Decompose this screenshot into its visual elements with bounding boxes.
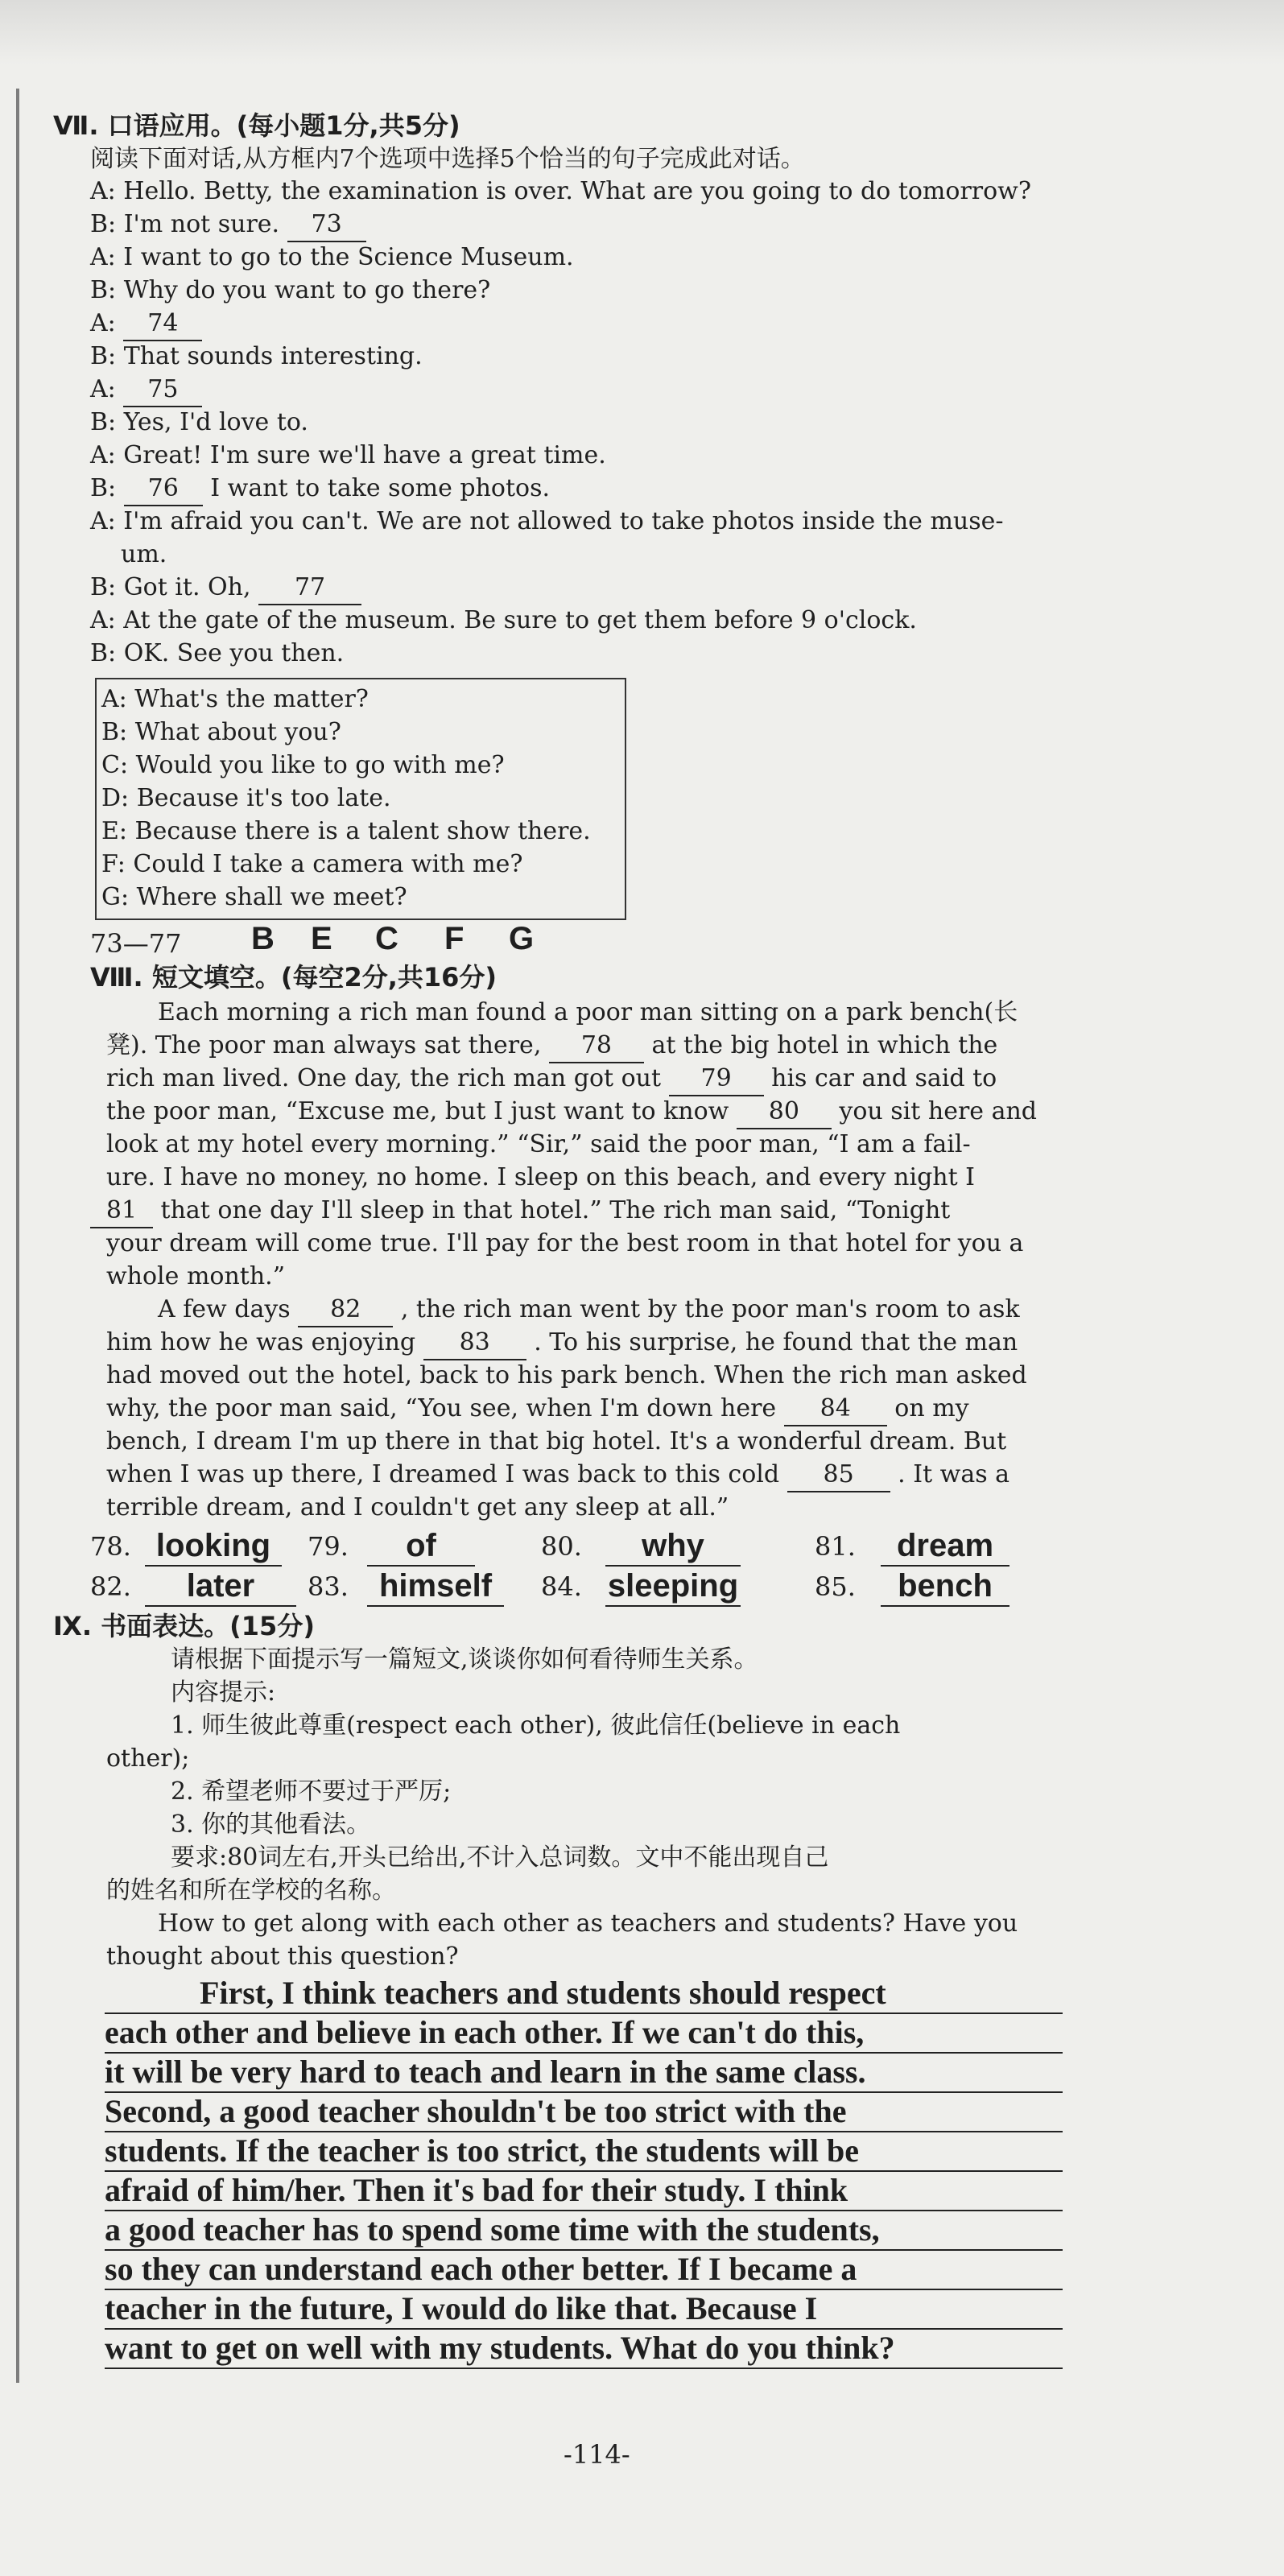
- scan-top-edge: [0, 0, 1284, 64]
- dialogue-line: B: I'm not sure. 73: [90, 208, 366, 242]
- answer-74: E: [311, 921, 332, 956]
- answer-80: why: [605, 1526, 741, 1567]
- blank-80: 80: [737, 1096, 832, 1129]
- dialogue-line: A: Great! I'm sure we'll have a great time.: [90, 441, 606, 469]
- blank-76: 76: [124, 473, 203, 506]
- answer-79: of: [367, 1526, 475, 1567]
- passage-line: ure. I have no money, no home. I sleep on this beach, and every night I: [106, 1163, 976, 1191]
- passage-line: whole month.”: [106, 1262, 286, 1290]
- dialogue-line: A: I want to go to the Science Museum.: [90, 243, 574, 271]
- essay-line: Second, a good teacher shouldn't be too strict with the: [105, 2092, 1063, 2132]
- dialogue-line: B: 76 I want to take some photos.: [90, 473, 550, 506]
- passage-line: rich man lived. One day, the rich man got out 79 his car and said to: [106, 1063, 997, 1096]
- dialogue-line: A: At the gate of the museum. Be sure to get them before 9 o'clock.: [90, 606, 917, 634]
- passage-line: had moved out the hotel, back to his park bench. When the rich man asked: [106, 1361, 1027, 1389]
- dialogue-line: um.: [121, 540, 167, 568]
- essay-line: teacher in the future, I would do like that. Because I: [105, 2289, 1063, 2330]
- writing-prompt-line: 2. 希望老师不要过于严厉;: [171, 1777, 452, 1806]
- option-b: B: What about you?: [101, 718, 341, 746]
- answer-num-85: 85.: [815, 1571, 856, 1602]
- answer-84: sleeping: [605, 1567, 741, 1607]
- section-9-title: Ⅸ. 书面表达。(15分): [53, 1611, 315, 1641]
- dialogue-line: A: Hello. Betty, the examination is over. What are you going to do tomorrow?: [90, 177, 1031, 205]
- answer-num-78: 78.: [90, 1531, 131, 1562]
- writing-prompt-line: 3. 你的其他看法。: [171, 1810, 371, 1839]
- option-f: F: Could I take a camera with me?: [101, 850, 523, 878]
- answer-77: G: [509, 921, 535, 956]
- answer-76: F: [444, 921, 464, 956]
- answer-num-80: 80.: [541, 1531, 582, 1562]
- passage-line: 81 that one day I'll sleep in that hotel.” The rich man said, “Tonight: [90, 1195, 950, 1228]
- blank-78: 78: [549, 1030, 644, 1063]
- answer-75: C: [375, 921, 398, 956]
- essay-line: students. If the teacher is too strict, the students will be: [105, 2132, 1063, 2172]
- writing-prompt-line: thought about this question?: [106, 1942, 459, 1971]
- dialogue-line: B: Why do you want to go there?: [90, 276, 491, 304]
- blank-84: 84: [784, 1393, 887, 1426]
- writing-prompt-line: other);: [106, 1744, 190, 1773]
- essay-line: it will be very hard to teach and learn in the same class.: [105, 2053, 1063, 2093]
- option-d: D: Because it's too late.: [101, 784, 391, 812]
- blank-83: 83: [423, 1327, 526, 1360]
- writing-prompt-line: How to get along with each other as teachers and students? Have you: [158, 1909, 1018, 1938]
- writing-prompt-line: 请根据下面提示写一篇短文,谈谈你如何看待师生关系。: [171, 1645, 758, 1674]
- option-e: E: Because there is a talent show there.: [101, 817, 591, 845]
- answer-num-83: 83.: [308, 1571, 349, 1602]
- blank-75: 75: [123, 374, 202, 407]
- answer-num-79: 79.: [308, 1531, 349, 1562]
- dialogue-line: A: 74: [90, 308, 202, 341]
- writing-prompt-line: 1. 师生彼此尊重(respect each other), 彼此信任(believe in each: [171, 1711, 901, 1740]
- blank-85: 85: [787, 1459, 890, 1492]
- essay-line: so they can understand each other better. If I became a: [105, 2250, 1063, 2290]
- passage-line: when I was up there, I dreamed I was back to this cold 85 . It was a: [106, 1459, 1009, 1492]
- passage-line: your dream will come true. I'll pay for the best room in that hotel for you a: [106, 1229, 1024, 1257]
- passage-line: the poor man, “Excuse me, but I just want to know 80 you sit here and: [106, 1096, 1037, 1129]
- passage-line: him how he was enjoying 83 . To his surprise, he found that the man: [106, 1327, 1018, 1360]
- writing-prompt-line: 的姓名和所在学校的名称。: [106, 1876, 396, 1905]
- passage-line: Each morning a rich man found a poor man sitting on a park bench(长: [158, 998, 1018, 1026]
- answer-83: himself: [367, 1567, 504, 1607]
- writing-prompt-line: 要求:80词左右,开头已给出,不计入总词数。文中不能出现自己: [171, 1843, 829, 1872]
- dialogue-line: A: I'm afraid you can't. We are not allowed to take photos inside the muse-: [90, 507, 1004, 535]
- dialogue-line: B: Yes, I'd love to.: [90, 408, 308, 436]
- passage-line: A few days 82 , the rich man went by the poor man's room to ask: [158, 1294, 1020, 1327]
- essay-line: afraid of him/her. Then it's bad for their study. I think: [105, 2171, 1063, 2211]
- answer-num-81: 81.: [815, 1531, 856, 1562]
- essay-line: each other and believe in each other. If we can't do this,: [105, 2013, 1063, 2054]
- blank-73: 73: [287, 208, 366, 242]
- option-a: A: What's the matter?: [101, 685, 369, 713]
- dialogue-line: B: That sounds interesting.: [90, 342, 423, 370]
- blank-82: 82: [298, 1294, 393, 1327]
- essay-line: want to get on well with my students. What do you think?: [105, 2329, 1063, 2369]
- answer-81: dream: [881, 1526, 1009, 1567]
- section-7-title: Ⅶ. 口语应用。(每小题1分,共5分): [53, 110, 460, 141]
- answer-85: bench: [881, 1567, 1009, 1607]
- option-c: C: Would you like to go with me?: [101, 751, 505, 779]
- essay-line: a good teacher has to spend some time with the students,: [105, 2211, 1063, 2251]
- passage-line: 凳). The poor man always sat there, 78 at the big hotel in which the: [106, 1030, 997, 1063]
- passage-line: why, the poor man said, “You see, when I'm down here 84 on my: [106, 1393, 969, 1426]
- passage-line: look at my hotel every morning.” “Sir,” said the poor man, “I am a fail-: [106, 1130, 971, 1158]
- essay-line: First, I think teachers and students should respect: [105, 1974, 1063, 2014]
- dialogue-line: B: OK. See you then.: [90, 639, 345, 667]
- answer-num-84: 84.: [541, 1571, 582, 1602]
- passage-line: bench, I dream I'm up there in that big hotel. It's a wonderful dream. But: [106, 1427, 1007, 1455]
- passage-line: terrible dream, and I couldn't get any sleep at all.”: [106, 1493, 729, 1521]
- dialogue-line: A: 75: [90, 374, 202, 407]
- answer-73: B: [251, 921, 275, 956]
- dialogue-line: B: Got it. Oh, 77: [90, 572, 361, 605]
- answer-78: looking: [145, 1526, 282, 1567]
- blank-79: 79: [669, 1063, 764, 1096]
- blank-74: 74: [123, 308, 202, 341]
- blank-77: 77: [258, 572, 361, 605]
- page-number: -114-: [564, 2439, 630, 2470]
- blank-81: 81: [90, 1195, 153, 1228]
- writing-prompt-line: 内容提示:: [171, 1678, 276, 1707]
- left-margin-line: [16, 89, 19, 2383]
- answer-num-82: 82.: [90, 1571, 131, 1602]
- section-8-title: Ⅷ. 短文填空。(每空2分,共16分): [90, 962, 497, 993]
- answer-82: later: [145, 1567, 296, 1607]
- answer-label-73-77: 73—77: [90, 928, 182, 959]
- option-g: G: Where shall we meet?: [101, 883, 407, 911]
- section-7-instruction: 阅读下面对话,从方框内7个选项中选择5个恰当的句子完成此对话。: [90, 145, 805, 173]
